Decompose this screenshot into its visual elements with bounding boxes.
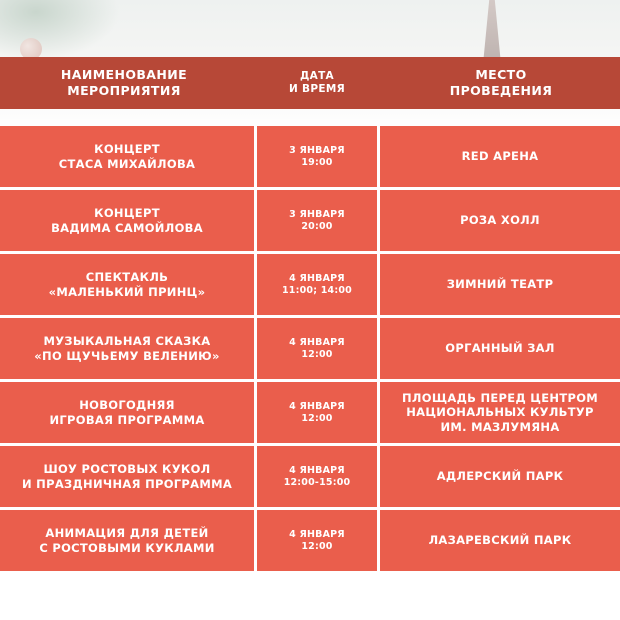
table-header [0, 57, 620, 109]
events-table [0, 126, 620, 571]
event-venue: ПЛОЩАДЬ ПЕРЕД ЦЕНТРОМ НАЦИОНАЛЬНЫХ КУЛЬТУР ИМ. МАЗЛУМЯНА [380, 382, 620, 443]
header-venue: МЕСТО ПРОВЕДЕНИЯ [449, 67, 553, 98]
event-date: 4 ЯНВАРЯ 11:00; 14:00 [257, 254, 377, 315]
header-event: НАИМЕНОВАНИЕ МЕРОПРИЯТИЯ [60, 67, 188, 98]
event-date: 4 ЯНВАРЯ 12:00 [257, 318, 377, 379]
event-venue: АДЛЕРСКИЙ ПАРК [380, 446, 620, 507]
event-name: СПЕКТАКЛЬ «МАЛЕНЬКИЙ ПРИНЦ» [0, 254, 254, 315]
event-name: АНИМАЦИЯ ДЛЯ ДЕТЕЙ С РОСТОВЫМИ КУКЛАМИ [0, 510, 254, 571]
event-date: 4 ЯНВАРЯ 12:00-15:00 [257, 446, 377, 507]
event-name: МУЗЫКАЛЬНАЯ СКАЗКА «ПО ЩУЧЬЕМУ ВЕЛЕНИЮ» [0, 318, 254, 379]
event-venue: ЗИМНИЙ ТЕАТР [380, 254, 620, 315]
event-venue: РОЗА ХОЛЛ [380, 190, 620, 251]
event-date: 3 ЯНВАРЯ 20:00 [257, 190, 377, 251]
header-date: ДАТА И ВРЕМЯ [289, 69, 345, 95]
fir-branch-decoration [0, 0, 120, 60]
event-venue: ЛАЗАРЕВСКИЙ ПАРК [380, 510, 620, 571]
event-name: НОВОГОДНЯЯ ИГРОВАЯ ПРОГРАММА [0, 382, 254, 443]
event-name: КОНЦЕРТ ВАДИМА САМОЙЛОВА [0, 190, 254, 251]
event-venue: RED АРЕНА [380, 126, 620, 187]
event-name: ШОУ РОСТОВЫХ КУКОЛ И ПРАЗДНИЧНАЯ ПРОГРАММА [0, 446, 254, 507]
event-date: 3 ЯНВАРЯ 19:00 [257, 126, 377, 187]
event-date: 4 ЯНВАРЯ 12:00 [257, 510, 377, 571]
event-name: КОНЦЕРТ СТАСА МИХАЙЛОВА [0, 126, 254, 187]
event-date: 4 ЯНВАРЯ 12:00 [257, 382, 377, 443]
event-venue: ОРГАННЫЙ ЗАЛ [380, 318, 620, 379]
